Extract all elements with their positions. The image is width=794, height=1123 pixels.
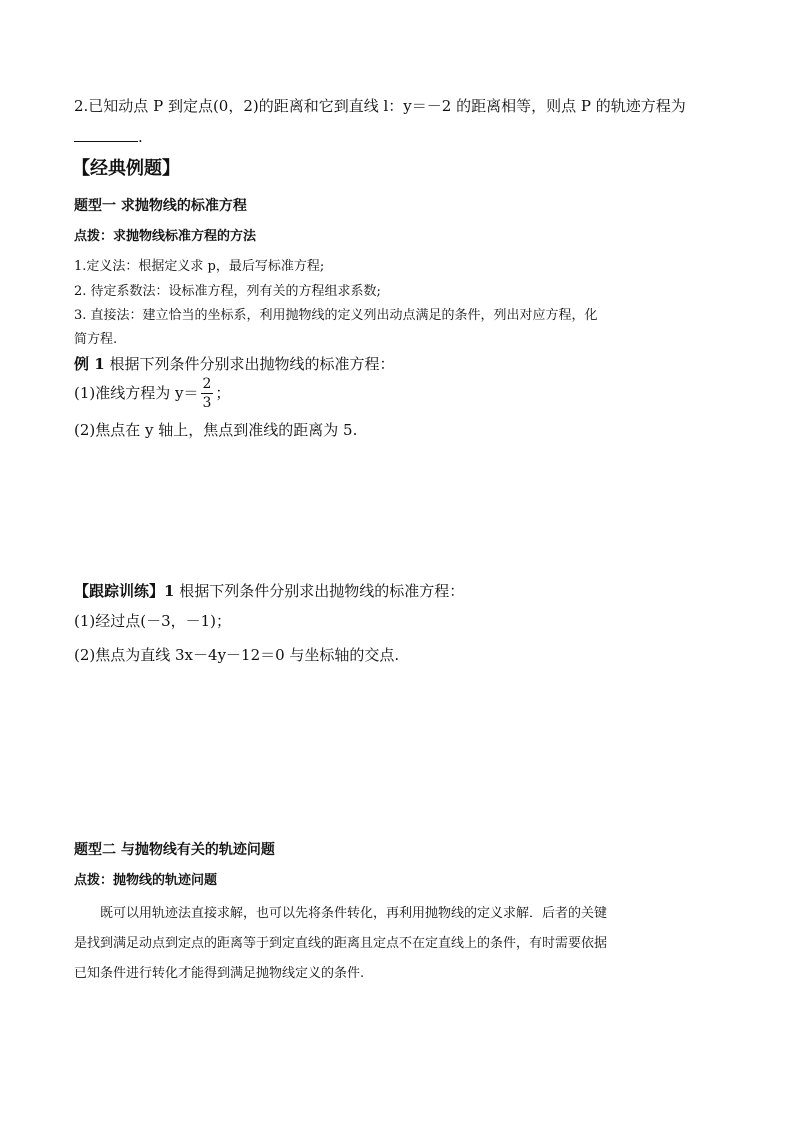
type1-title: 题型一 求抛物线的标准方程 (74, 198, 247, 214)
answer-blank-line (74, 130, 143, 145)
fraction (201, 377, 214, 410)
practice-1-header (74, 584, 464, 599)
answer-blank-tail: . (138, 128, 143, 146)
type2-para-line-1: 既可以用轨迹法直接求解，也可以先将条件转化，再利用抛物线的定义求解．后者的关键 (100, 906, 608, 921)
method-2: 2. 待定系数法：设标准方程，列有关的方程组求系数; (74, 284, 381, 299)
practice-1-item-2: (2)焦点为直线 3x－4y－12＝0 与坐标轴的交点. (74, 646, 400, 664)
fraction-numerator: 2 (202, 376, 212, 392)
example-1-label: 例 1 (74, 355, 105, 373)
fraction-bar (201, 393, 214, 394)
type1-tip: 点拨：求抛物线标准方程的方法 (74, 229, 257, 244)
type2-title: 题型二 与抛物线有关的轨迹问题 (74, 842, 275, 858)
example-1-item-1-suffix: ； (215, 384, 231, 402)
example-1-header (74, 357, 394, 372)
question-2-text: 2.已知动点 P 到定点(0，2)的距离和它到直线 l：y＝－2 的距离相等，则点 P 的轨迹方程为 (74, 97, 686, 115)
example-1-prompt: 根据下列条件分别求出抛物线的标准方程： (104, 355, 395, 373)
example-1-item-1-prefix: (1)准线方程为 y＝ (74, 384, 199, 402)
type2-para-line-3: 已知条件进行转化才能得到满足抛物线定义的条件. (74, 966, 365, 981)
answer-blank (74, 140, 138, 142)
example-1-item-2: (2)焦点在 y 轴上，焦点到准线的距离为 5. (74, 421, 358, 439)
practice-1-label: 【跟踪训练】1 (74, 582, 175, 600)
practice-1-item-1: (1)经过点(－3，－1)； (74, 612, 232, 630)
method-3: 3. 直接法：建立恰当的坐标系，利用抛物线的定义列出动点满足的条件，列出对应方程，化 (74, 308, 598, 323)
type2-tip: 点拨：抛物线的轨迹问题 (74, 873, 218, 888)
method-3-cont: 简方程. (74, 332, 118, 347)
fraction-denominator: 3 (202, 395, 212, 411)
practice-1-prompt: 根据下列条件分别求出抛物线的标准方程： (174, 582, 465, 600)
example-1-item-1 (74, 377, 230, 410)
method-1: 1.定义法：根据定义求 p，最后写标准方程; (74, 259, 325, 274)
type2-para-line-2: 是找到满足动点到定点的距离等于到定直线的距离且定点不在定直线上的条件，有时需要依据 (74, 936, 608, 951)
section-header: 【经典例题】 (72, 158, 180, 179)
question-2 (74, 99, 686, 114)
